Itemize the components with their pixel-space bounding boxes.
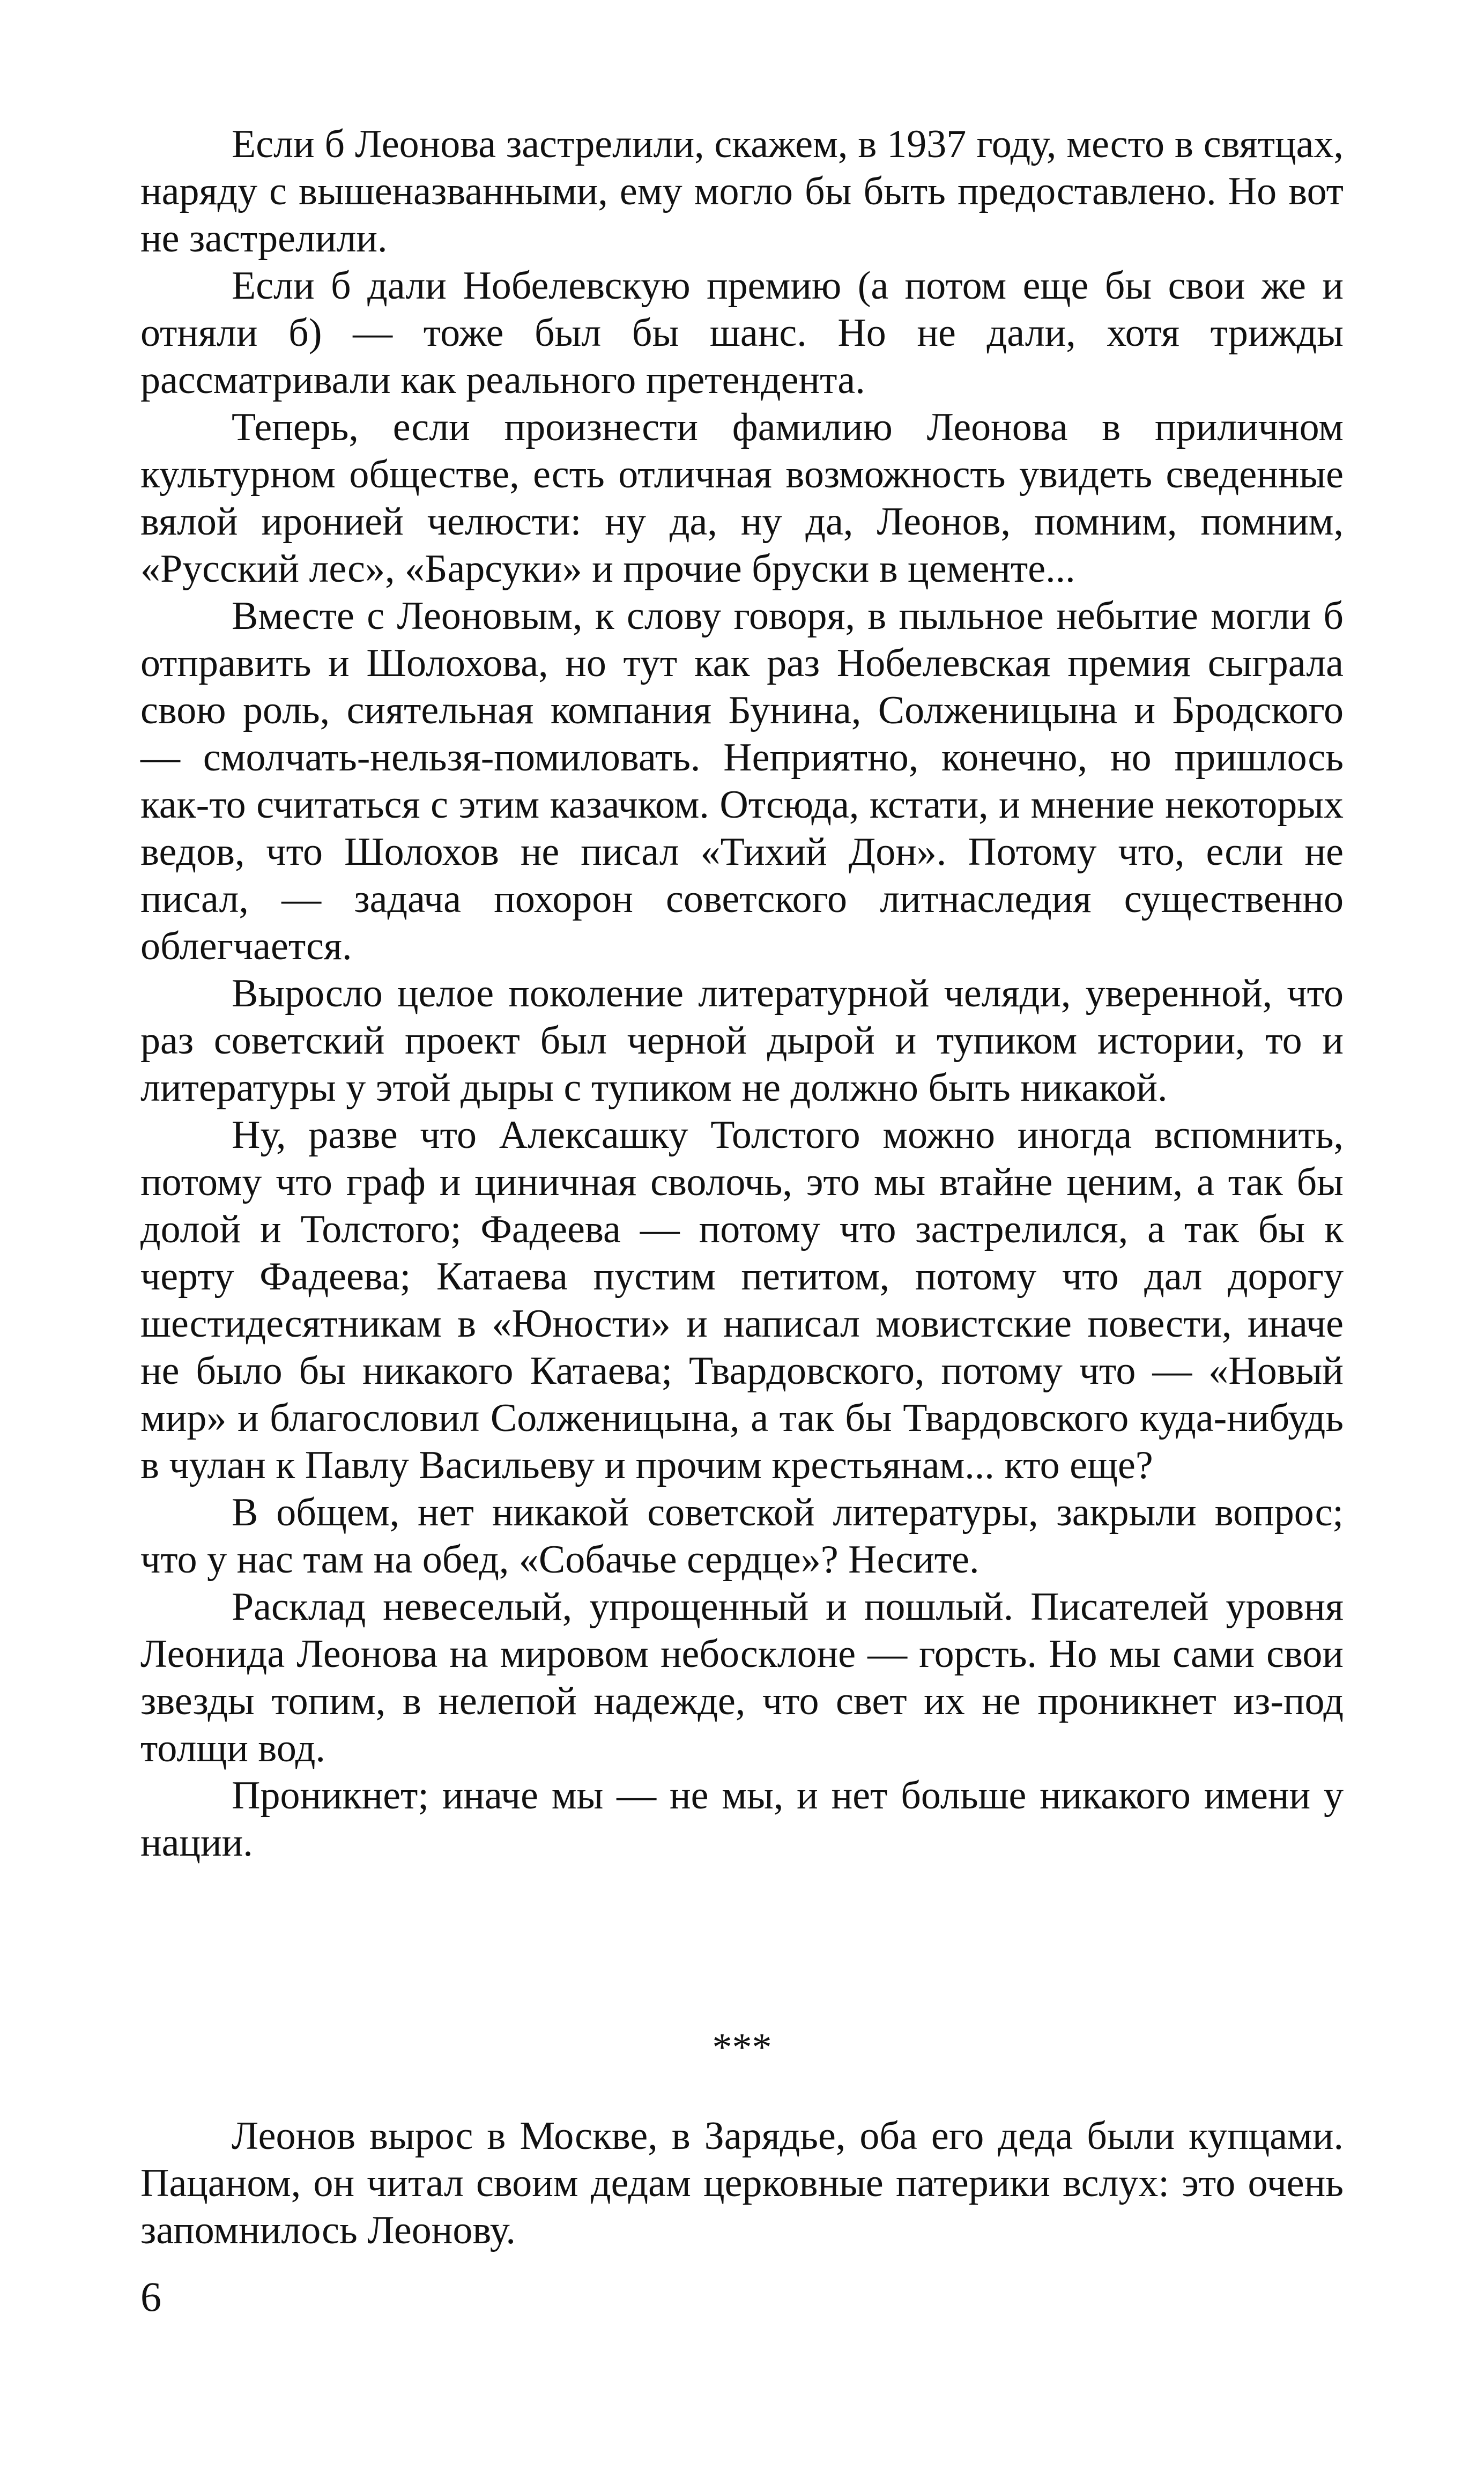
section-2-text	[140, 2112, 1344, 2254]
paragraph: Леонов вырос в Москве, в Зарядье, оба его деда были купцами. Пацаном, он читал своим дедам церковные патерики вслух: это очень запомнилось Леонову.	[140, 2114, 1344, 2252]
paragraph: Выросло целое поколение литературной челяди, уверенной, что раз советский проект был черной дырой и тупиком истории, то и литературы у этой дыры с тупиком не должно быть никакой.	[140, 972, 1344, 1110]
paragraph: Расклад невеселый, упрощенный и пошлый. Писателей уровня Леонида Леонова на мировом небосклоне — горсть. Но мы сами свои звезды топим, в нелепой надежде, что свет их не проникнет из-под толщи вод.	[140, 1585, 1344, 1770]
paragraph: Вместе с Леоновым, к слову говоря, в пыльное небытие могли б отправить и Шолохова, но тут как раз Нобелевская премия сыграла свою роль, сиятельная компания Бунина, Солженицына и Бродского — смолчать-нельзя-помиловать. Неприятно, конечно, но пришлось как-то считаться с этим казачком. Отсюда, кстати, и мнение некоторых ведов, что Шолохов не писал «Тихий Дон». Потому что, если не писал, — задача похорон советского литнаследия существенно облегчается.	[140, 594, 1344, 968]
paragraph: Теперь, если произнести фамилию Леонова в приличном культурном обществе, есть отличная возможность увидеть сведенные вялой иронией челюсти: ну да, ну да, Леонов, помним, помним, «Русский лес», «Барсуки» и прочие бруски в цементе...	[140, 405, 1344, 591]
paragraph: Ну, разве что Алексашку Толстого можно иногда вспомнить, потому что граф и циничная сволочь, это мы втайне ценим, а так бы долой и Толстого; Фадеева — потому что застрелился, а так бы к черту Фадеева; Катаева пустим петитом, потому что дал дорогу шестидесятникам в «Юности» и написал мовистские повести, иначе не было бы никакого Катаева; Твардовского, потому что — «Новый мир» и благословил Солженицына, а так бы Твардовского куда-нибудь в чулан к Павлу Васильеву и прочим крестьянам... кто еще?	[140, 1113, 1344, 1487]
main-text	[140, 121, 1344, 1866]
section-separator: ***	[712, 2026, 772, 2070]
page-number: 6	[140, 2273, 161, 2320]
paragraph: Если б Леонова застрелили, скажем, в 1937 году, место в святцах, наряду с вышеназванными, ему могло бы быть предоставлено. Но вот не застрелили.	[140, 122, 1344, 261]
paragraph: Проникнет; иначе мы — не мы, и нет больше никакого имени у нации.	[140, 1774, 1344, 1865]
paragraph: Если б дали Нобелевскую премию (а потом еще бы свои же и отняли б) — тоже был бы шанс. Но не дали, хотя трижды рассматривали как реального претендента.	[140, 264, 1344, 402]
paragraph: В общем, нет никакой советской литературы, закрыли вопрос; что у нас там на обед, «Собачье сердце»? Несите.	[140, 1491, 1344, 1582]
